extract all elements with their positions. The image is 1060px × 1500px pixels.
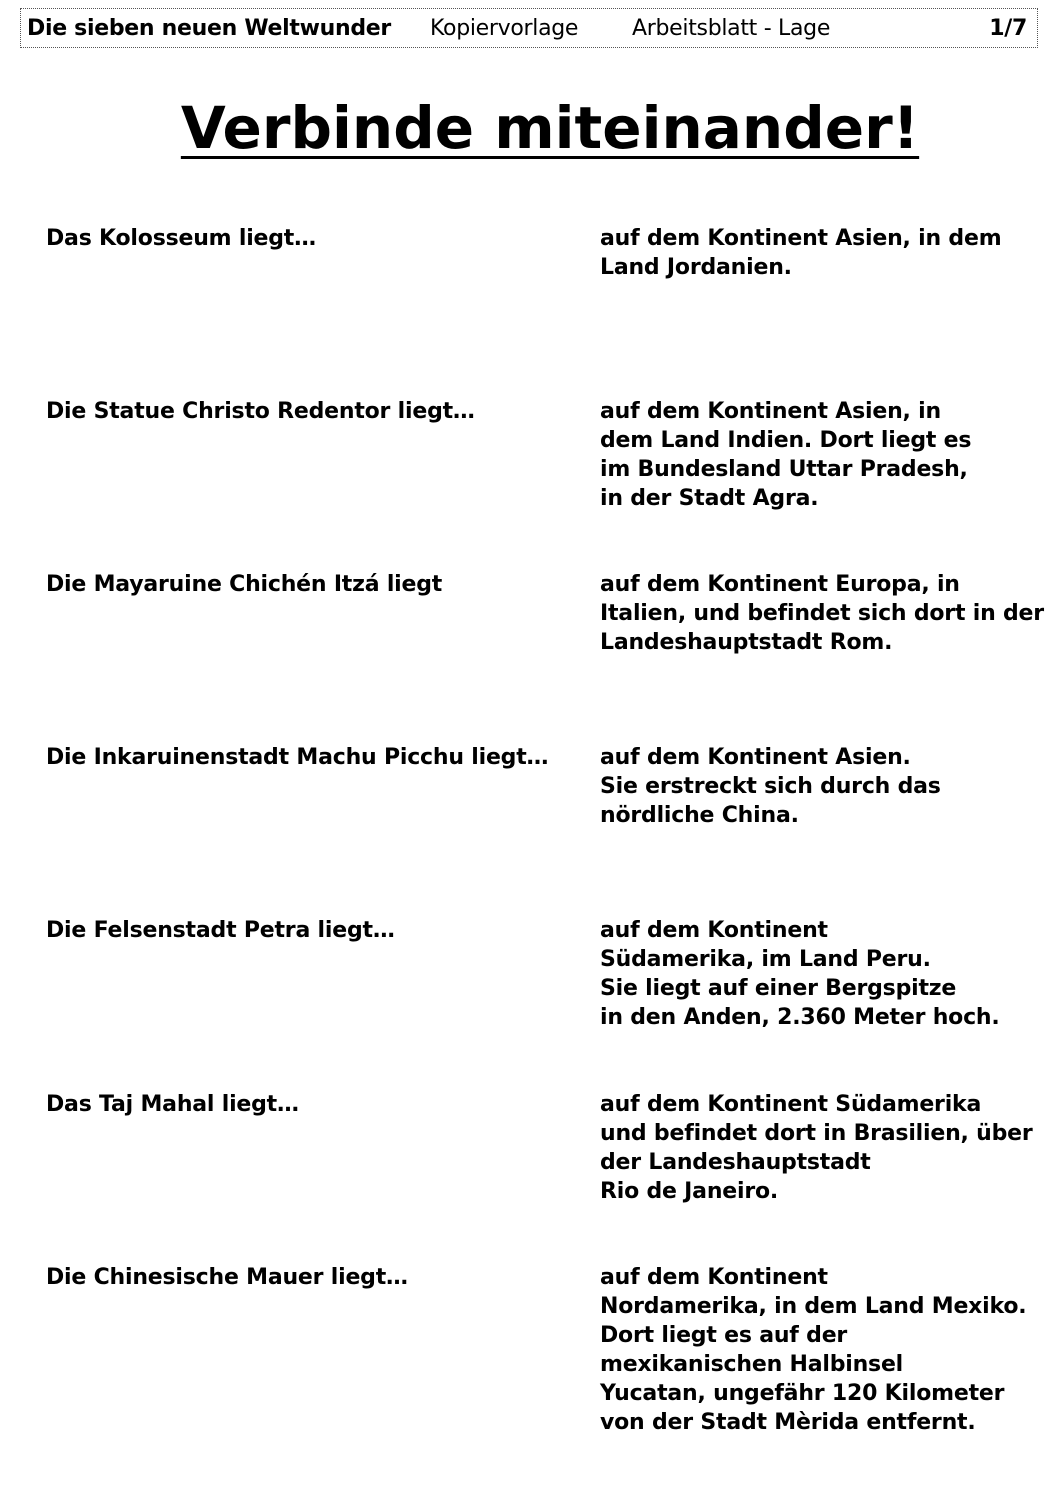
header-copy-label: Kopiervorlage [430,16,579,41]
right-item-line: in der Stadt Agra. [600,486,819,511]
right-item-line: Rio de Janeiro. [600,1179,779,1204]
page-title-text: Verbinde miteinander! [180,94,920,162]
left-item-7: Die Chinesische Mauer liegt… [46,1265,408,1290]
right-item-line: im Bundesland Uttar Pradesh, [600,457,968,482]
right-item-5 [600,916,1040,1032]
right-item-line: auf dem Kontinent [600,918,828,943]
right-item-line: Land Jordanien. [600,255,792,280]
right-item-line: und befindet dort in Brasilien, über [600,1121,1033,1146]
right-item-2 [600,397,1040,513]
right-item-line: von der Stadt Mèrida entfernt. [600,1410,976,1435]
left-item-4: Die Inkaruinenstadt Machu Picchu liegt… [46,745,549,770]
right-item-line: nördliche China. [600,803,799,828]
left-item-5: Die Felsenstadt Petra liegt… [46,918,395,943]
left-item-2: Die Statue Christo Redentor liegt… [46,399,475,424]
right-item-7 [600,1263,1040,1437]
right-item-line: mexikanischen Halbinsel [600,1352,904,1377]
right-item-3 [600,570,1044,657]
right-item-4 [600,743,1040,830]
right-item-line: der Landeshauptstadt [600,1150,871,1175]
right-item-line: dem Land Indien. Dort liegt es [600,428,972,453]
right-item-line: Yucatan, ungefähr 120 Kilometer [600,1381,1005,1406]
header-sheet-label: Arbeitsblatt - Lage [632,16,831,41]
header-page-number: 1/7 [989,16,1027,41]
right-item-1 [600,224,1040,282]
right-item-line: auf dem Kontinent Europa, in [600,572,960,597]
right-item-line: Nordamerika, in dem Land Mexiko. [600,1294,1027,1319]
right-item-line: auf dem Kontinent Asien, in dem [600,226,1002,251]
header-title: Die sieben neuen Weltwunder [27,16,391,41]
right-item-line: Sie liegt auf einer Bergspitze [600,976,957,1001]
right-item-line: auf dem Kontinent Asien. [600,745,911,770]
right-item-6 [600,1090,1040,1206]
left-item-1: Das Kolosseum liegt… [46,226,316,251]
right-item-line: Südamerika, im Land Peru. [600,947,931,972]
right-item-line: in den Anden, 2.360 Meter hoch. [600,1005,1000,1030]
right-item-line: auf dem Kontinent Südamerika [600,1092,982,1117]
left-item-3: Die Mayaruine Chichén Itzá liegt [46,572,443,597]
page-header [20,8,1038,48]
page-title [0,88,1060,168]
right-item-line: auf dem Kontinent Asien, in [600,399,941,424]
right-item-line: Dort liegt es auf der [600,1323,848,1348]
right-item-line: Sie erstreckt sich durch das [600,774,941,799]
right-item-line: Landeshauptstadt Rom. [600,630,893,655]
left-item-6: Das Taj Mahal liegt… [46,1092,299,1117]
right-item-line: Italien, und befindet sich dort in der [600,601,1044,626]
right-item-line: auf dem Kontinent [600,1265,828,1290]
